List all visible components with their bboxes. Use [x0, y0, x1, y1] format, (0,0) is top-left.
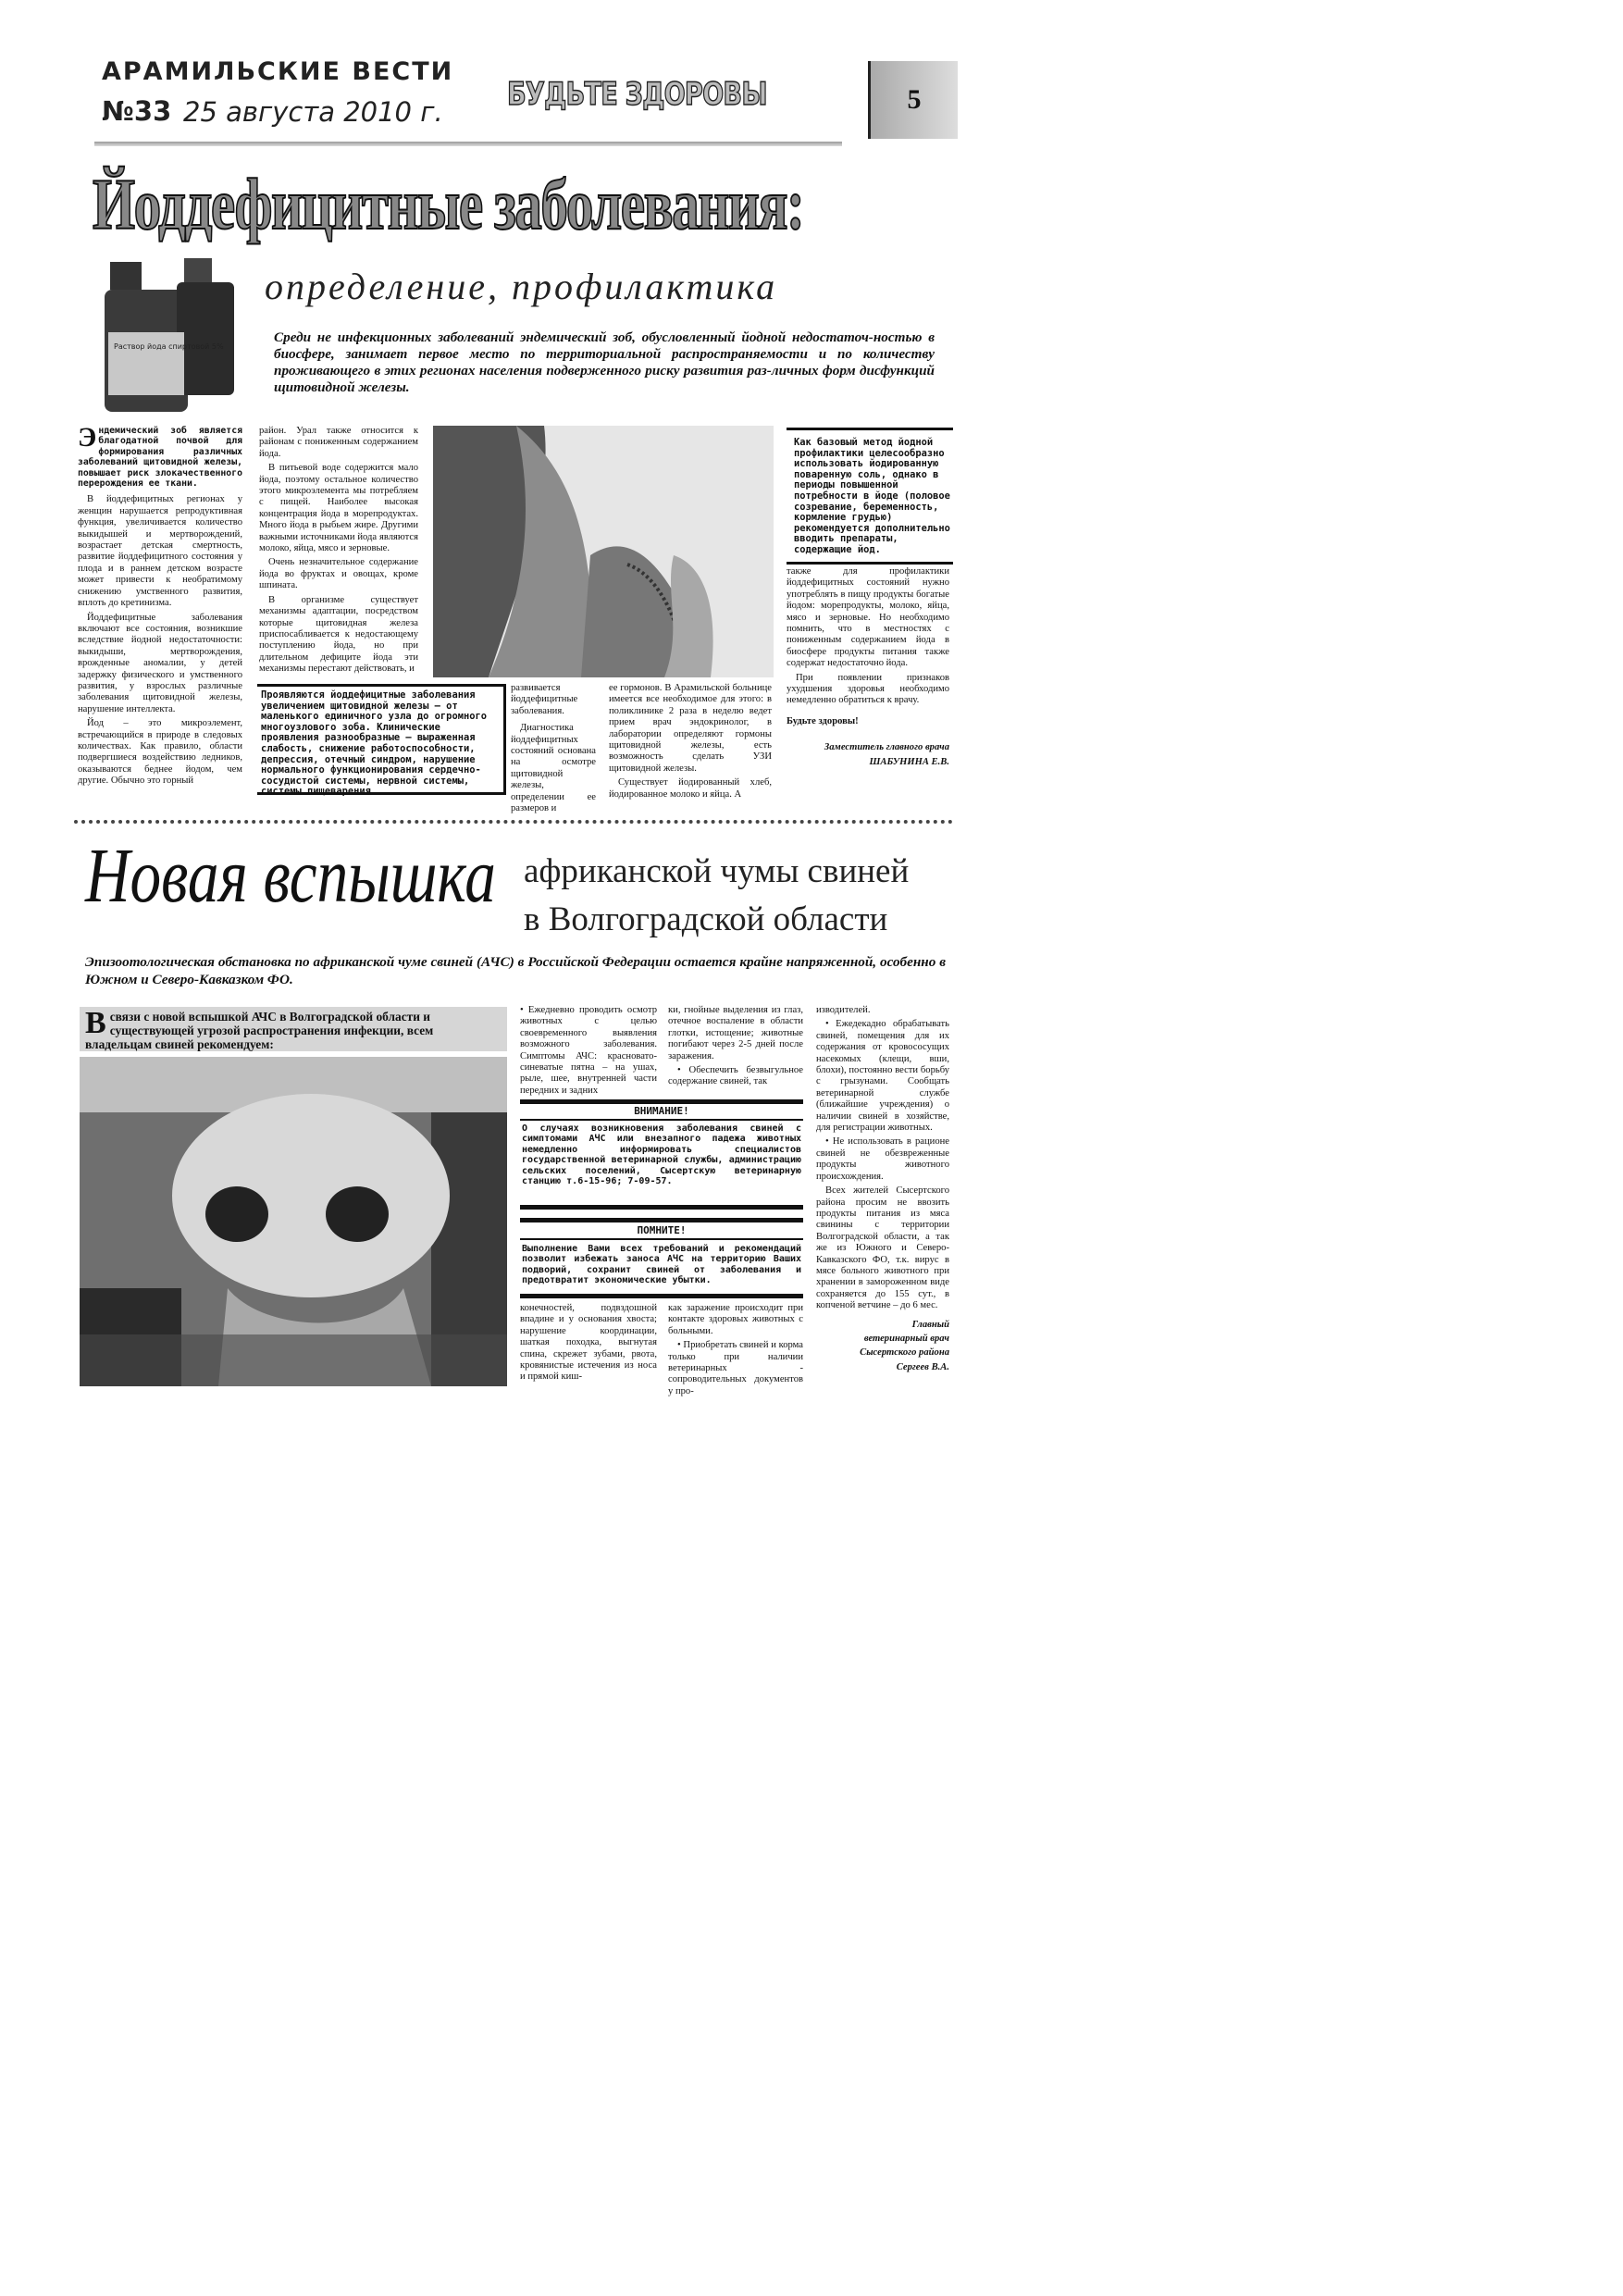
article2-col3-bottom: [668, 1303, 803, 1400]
article1-col2: [259, 426, 418, 678]
article1-col4: [609, 683, 772, 803]
col2-p4: В организме существует механизмы адаптации, посредством которые щитовидная железа приспосабливается к недостающему поступлению йода, но при длительном дефиците йода эти механизмы перестают действовать, и: [259, 594, 418, 675]
col1-p1: В йоддефицитных регионах у женщин нарушается репродуктивная функция, увеличивается количество выкидышей и мертворождений, возрастает детская смертность, развитие йоддефицитного состояния у плода и в раннем детском возрасте может привести к необратимому снижению умственного развития, вплоть до кретинизма.: [78, 494, 242, 609]
article1-col1: [78, 422, 242, 790]
bottle-label: Раствор йода спиртовой 5%: [114, 342, 224, 351]
col2-p1: район. Урал также относится к районам с пониженным содержанием йода.: [259, 426, 418, 459]
callout-left-rule-side: [503, 684, 506, 795]
remember-rule-top: [520, 1218, 803, 1222]
a2-col4-p4: Всех жителей Сысертского района просим не ввозить продукты питания из мяса свинины с территории Волгоградской области, а так же из Южного и Северо-Кавказского ФО, т.к. вирус в мясе больного животного при хранении в замороженном виде сохраняется до 155 сут., в копченой ветчине – до 6 мес.: [816, 1185, 949, 1311]
a2-col2-top: • Ежедневно проводить осмотр животных с целью своевременного выявления возможного заболевания. Симптомы АЧС: красновато-синеватые пятна – на ушах, рыле, шее, внутренней части передних и задних: [520, 1005, 657, 1096]
callout-left-rule-bottom: [257, 792, 503, 795]
callout-left-rule-top: [257, 684, 503, 687]
a2-col4-p1: изводителей.: [816, 1005, 871, 1015]
article2-headline-line2: в Волгоградской области: [524, 900, 888, 938]
col3-p2: Диагностика йоддефицитных состояний основана на осмотре щитовидной железы, определении ее размеров и: [511, 723, 596, 814]
article2-lead: Эпизоотологическая обстановка по африканской чуме свиней (АЧС) в Российской Федерации остается крайне напряженной, особенно в Южном и Северо-Кавказком ФО.: [85, 954, 946, 987]
article2-col4: [816, 1005, 949, 1376]
a2-col3-top-p2: • Обеспечить безвыгульное содержание свиней, так: [668, 1065, 803, 1087]
callout-left-text: Проявляются йоддефицитные заболевания увеличением щитовидной железы – от маленького единичного узла до огромного многоузлового зоба. Клинические проявления разнообразные – выраженная слабость, снижение работоспособности, депрессия, отечный синдром, нарушение нормального функционирования сердечно-сосудистой системы, нервной системы,: [261, 689, 487, 787]
a2-sig1: Главный: [911, 1319, 949, 1330]
article2-intro-text: связи с новой вспышкой АЧС в Волгоградской области и существующей угрозой распространения инфекции, всем владельцам свиней рекомендуем:: [85, 1010, 434, 1051]
article1-col3: [511, 683, 596, 817]
article1-col5: [787, 566, 949, 771]
article2-headline-script: Новая вспышка: [85, 833, 496, 919]
col5-p1: также для профилактики йоддефицитных состояний нужно употреблять в пищу продукты богатые йодом: морепродукты, молоко, яйца, мясо и зерновые. Но необходимо помнить, что в местностях с пониженным содержанием йода в биосфере продукты питания также содержат недостаточно йода.: [787, 566, 949, 669]
warning-rule-top: [520, 1099, 803, 1104]
iodine-bottles-photo: [97, 254, 245, 414]
paper-name: АРАМИЛЬСКИЕ ВЕСТИ: [102, 57, 454, 86]
callout-iodine-salt: [787, 428, 953, 565]
col3-p1: развивается йоддефицитные заболевания.: [511, 683, 578, 716]
remember-rule-mid: [520, 1238, 803, 1240]
section-divider: [74, 820, 953, 824]
a2-sig4: Сергеев В.А.: [896, 1361, 949, 1372]
a2-col4-p2: • Ежедекадно обрабатывать свиней, помещения для их содержания от кровососущих насекомых (клещи, вши, блохи), постоянно вести борьбу с грызунами. Сообщать ветеринарной службе (ближайшие учреждения) о наличии свиней в хозяйстве, для регистрации животных.: [816, 1019, 949, 1134]
col5-closing: Будьте здоровы!: [787, 715, 859, 726]
signature-name: ШАБУНИНА Е.В.: [869, 756, 949, 767]
callout-symptoms: [261, 690, 503, 798]
article2-col2-top: [520, 1005, 657, 1099]
section-title: БУДЬТЕ ЗДОРОВЫ: [507, 76, 767, 113]
remember-title: ПОМНИТЕ!: [637, 1224, 687, 1236]
col1-p3: Йод – это микроэлемент, встречающийся в природе в следовых количествах. Как правило, области подвергшиеся воздействию ледников, оказываются беднее йодом, чем другие. Обычно это горный: [78, 718, 242, 787]
col2-p3: Очень незначительное содержание йода во фруктах и овощах, кроме шпината.: [259, 557, 418, 591]
article2-col3-top: [668, 1005, 803, 1091]
dropcap-v: В: [85, 1006, 106, 1040]
a2-col2-bottom: конечностей, подвздошной впадине и у основания хвоста; нарушение координации, шаткая походка, выгнутая спина, скрежет зубами, рвота, кровянистые истечения из носа и прямой киш-: [520, 1303, 657, 1383]
a2-sig3: Сысертского района: [860, 1347, 949, 1359]
article1-subheadline: определение, профилактика: [265, 266, 778, 307]
col4-p2: Существует йодированный хлеб, йодированное молоко и яйца. А: [609, 777, 772, 800]
callout-right-text: Как базовый метод йодной профилактики целесообразно использовать йодированную поваренную соль, однако в периоды повышенной потребности в йоде (половое созревание, беременность, кормление грудью) рекомендуется дополнительно вводить препараты, содержащие йод.: [794, 437, 950, 555]
remember-rule-bottom: [520, 1294, 803, 1298]
masthead-rule: [94, 142, 842, 146]
page-number-box: [868, 61, 958, 139]
article2-intro-box: [80, 1007, 507, 1051]
col1-p2: Йоддефицитные заболевания включают все состояния, возникшие вследствие йодной недостаточности: выкидыши, мертворождения, врожденные аномалии, у детей задержку физического и умственного развития, у взрослых различные заболевания щитовидной железы, нарушение интеллекта.: [78, 612, 242, 714]
a2-col3-top-p1: ки, гнойные выделения из глаз, отечное воспаление в области глотки, истощение; животные погибают через 2-5 дней после заражения.: [668, 1005, 803, 1061]
col1-intro: ндемический зоб является благодатной почвой для формирования различных заболеваний щитовидной железы, повышает риск злокачественного перерождения ее ткани.: [78, 426, 242, 490]
issue-date: 25 августа 2010 г.: [183, 96, 443, 128]
neck-photo: [433, 426, 774, 677]
article2-headline-line1: африканской чумы свиней: [524, 852, 910, 890]
signature-title: Заместитель главного врача: [824, 742, 949, 753]
col2-p2: В питьевой воде содержится мало йода, поэтому остальное количество этого микроэлемента мы потребляем с пищей. Наиболее высокая концентрация йода в морепродуктах. Много йода в рыбьем жире. Другими важными источниками йода являются молоко, яйца, мясо и зерновые.: [259, 463, 418, 554]
a2-col3-bottom-p1: как заражение происходит при контакте здоровых животных с больными.: [668, 1303, 803, 1336]
warning-rule-mid: [520, 1119, 803, 1121]
warning-title: ВНИМАНИЕ!: [634, 1105, 689, 1117]
warning-rule-bottom: [520, 1205, 803, 1210]
page-number: 5: [907, 84, 922, 115]
a2-col4-p3: • Не использовать в рационе свиней не обезвреженные продукты животного происхождения.: [816, 1136, 949, 1182]
dropcap-e: Э: [78, 422, 97, 453]
warning-text: О случаях возникновения заболевания свиней с симптомами АЧС или внезапного падежа животных немедленно информировать специалистов государственной ветеринарной службы, администрацию сельских поселений, Сысертскую ветеринарную станцию т.6-15-96; 7-09-57.: [522, 1123, 801, 1187]
a2-sig2: ветеринарный врач: [863, 1333, 949, 1344]
col4-p1: ее гормонов. В Арамильской больнице имеется все необходимое для этого: в поликлинике 2 раза в неделю ведет прием врач эндокринолог, в лаборатории определяют гормоны щитовидной железы, есть возможность сделать УЗИ щитовидной железы.: [609, 683, 772, 774]
article2-col2-bottom: [520, 1303, 657, 1386]
remember-text: Выполнение Вами всех требований и рекомендаций позволит избежать заноса АЧС на территорию Ваших подворий, сохранит свиней от заболевания и предотвратит экономические убытки.: [522, 1244, 801, 1286]
issue-number: №33: [102, 95, 172, 127]
pig-photo: [80, 1057, 507, 1386]
article1-lead: Среди не инфекционных заболеваний эндемический зоб, обусловленный йодной недостаточ-ностью в биосфере, занимает первое место по территориальной распространяемости и по количеству проживающего в этих регионах населения подверженного риску развития раз-личных форм дисфункций щитовидной железы.: [274, 329, 935, 395]
a2-col3-bottom-p2: • Приобретать свиней и корма только при наличии ветеринарных - сопроводительных документов у про-: [668, 1340, 803, 1396]
col5-p2: При появлении признаков ухудшения здоровья необходимо немедленно обратиться к врачу.: [787, 672, 949, 706]
article1-headline: Йоддефицитные заболевания:: [93, 164, 804, 244]
